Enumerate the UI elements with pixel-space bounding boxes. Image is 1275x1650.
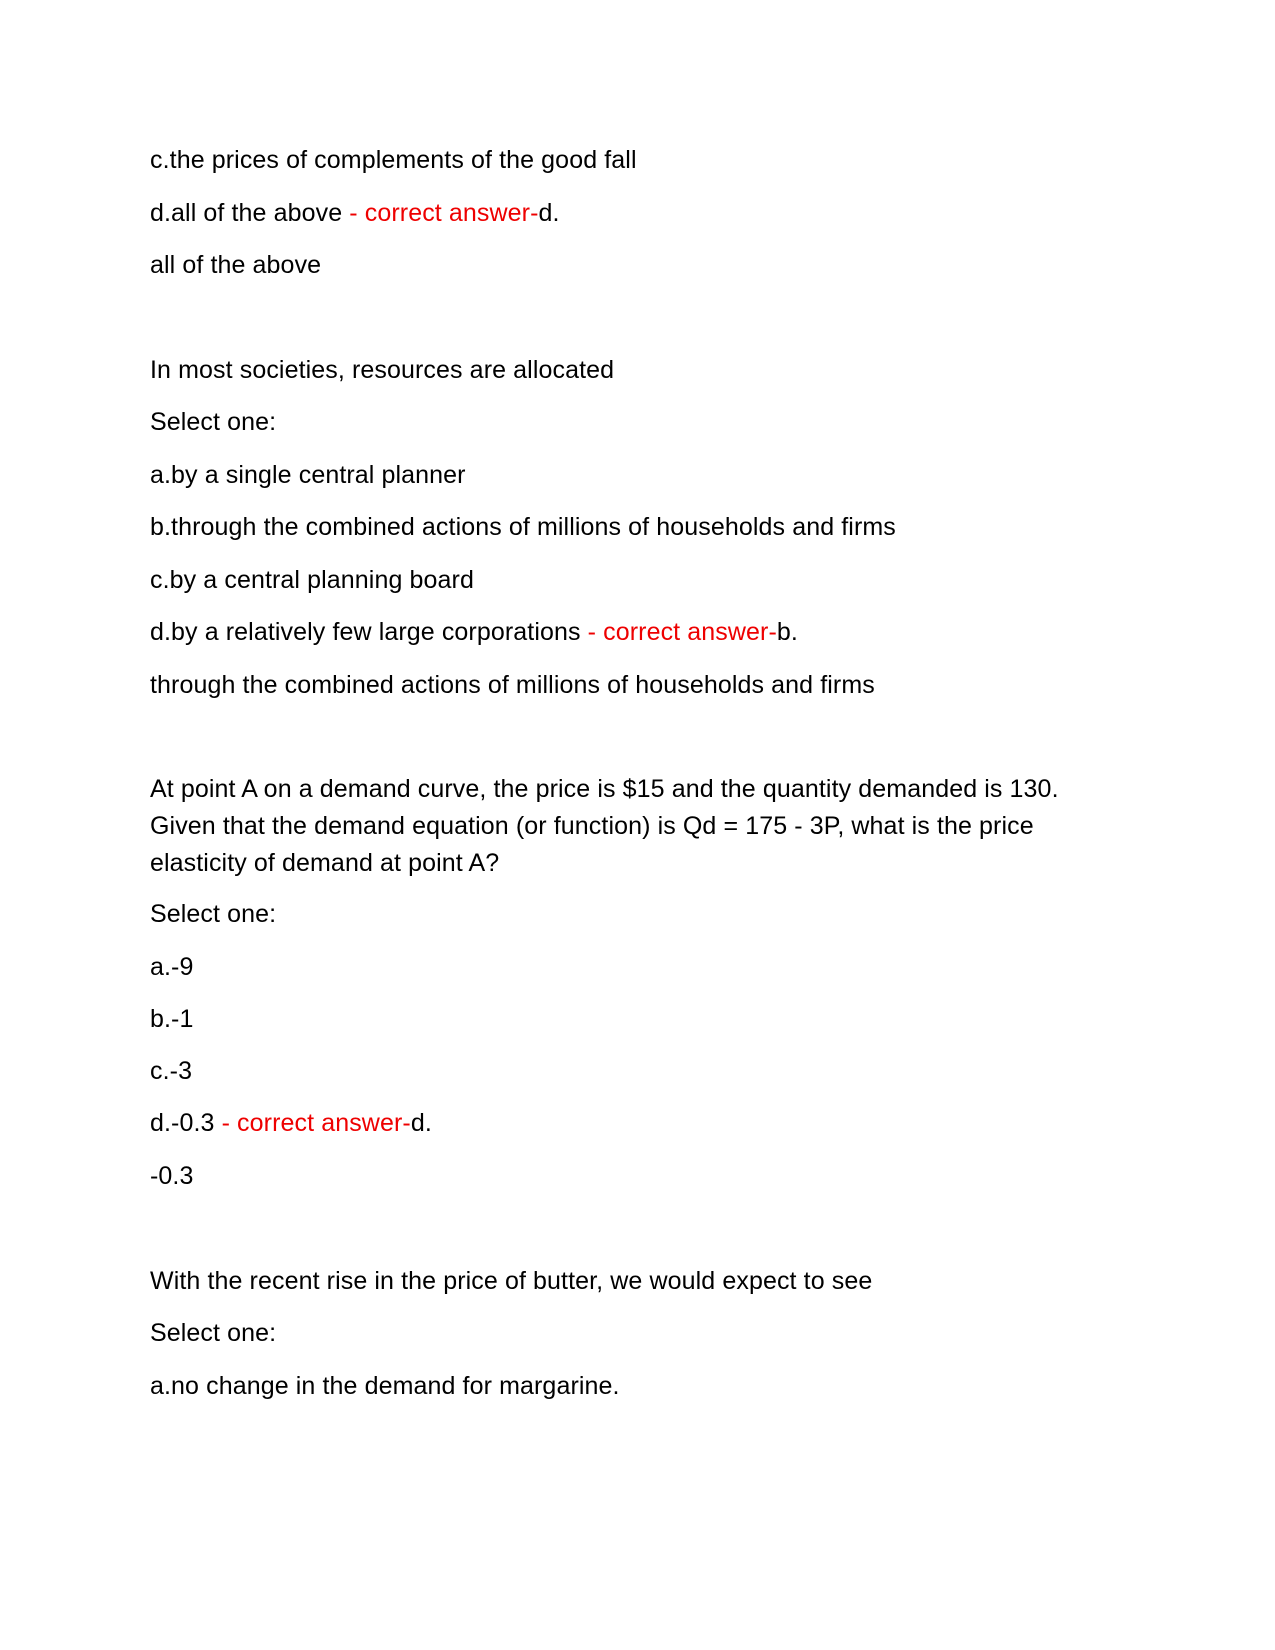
q4-option-a: a.no change in the demand for margarine. xyxy=(150,1372,620,1400)
q3-question-line-1: At point A on a demand curve, the price is $15 and the quantity demanded is 130. xyxy=(150,775,1059,803)
q3-option-b: b.-1 xyxy=(150,1005,194,1033)
q3-question-line-2: Given that the demand equation (or function) is Qd = 175 - 3P, what is the price xyxy=(150,812,1034,840)
q3-option-a: a.-9 xyxy=(150,953,194,981)
q3-correct-answer-letter: d. xyxy=(410,1109,432,1137)
q1-correct-answer-letter: d. xyxy=(538,199,560,227)
q2-correct-answer-letter: b. xyxy=(776,618,798,646)
q1-option-c: c.the prices of complements of the good fall xyxy=(150,146,637,174)
q3-option-d-text: d.-0.3 xyxy=(150,1109,215,1137)
q3-option-d xyxy=(150,1108,432,1138)
q3-option-c: c.-3 xyxy=(150,1057,193,1085)
q1-option-d xyxy=(150,198,560,228)
q4-select-prompt: Select one: xyxy=(150,1319,277,1347)
q3-question-line-3: elasticity of demand at point A? xyxy=(150,849,500,877)
q4-question: With the recent rise in the price of butter, we would expect to see xyxy=(150,1267,873,1295)
q2-option-d-text: d.by a relatively few large corporations xyxy=(150,618,581,646)
q2-select-prompt: Select one: xyxy=(150,408,277,436)
q3-select-prompt: Select one: xyxy=(150,900,277,928)
q2-answer-text: through the combined actions of millions of households and firms xyxy=(150,671,875,699)
q3-answer-text: -0.3 xyxy=(150,1162,194,1190)
q1-correct-answer-marker: - correct answer- xyxy=(342,199,539,227)
q3-correct-answer-marker: - correct answer- xyxy=(214,1109,411,1137)
q2-option-d xyxy=(150,617,798,647)
q2-option-c: c.by a central planning board xyxy=(150,566,474,594)
q1-option-d-text: d.all of the above xyxy=(150,199,343,227)
q2-correct-answer-marker: - correct answer- xyxy=(580,618,777,646)
q2-option-a: a.by a single central planner xyxy=(150,461,466,489)
q1-answer-text: all of the above xyxy=(150,251,322,279)
q2-option-b: b.through the combined actions of millions of households and firms xyxy=(150,513,896,541)
q2-question: In most societies, resources are allocated xyxy=(150,356,615,384)
